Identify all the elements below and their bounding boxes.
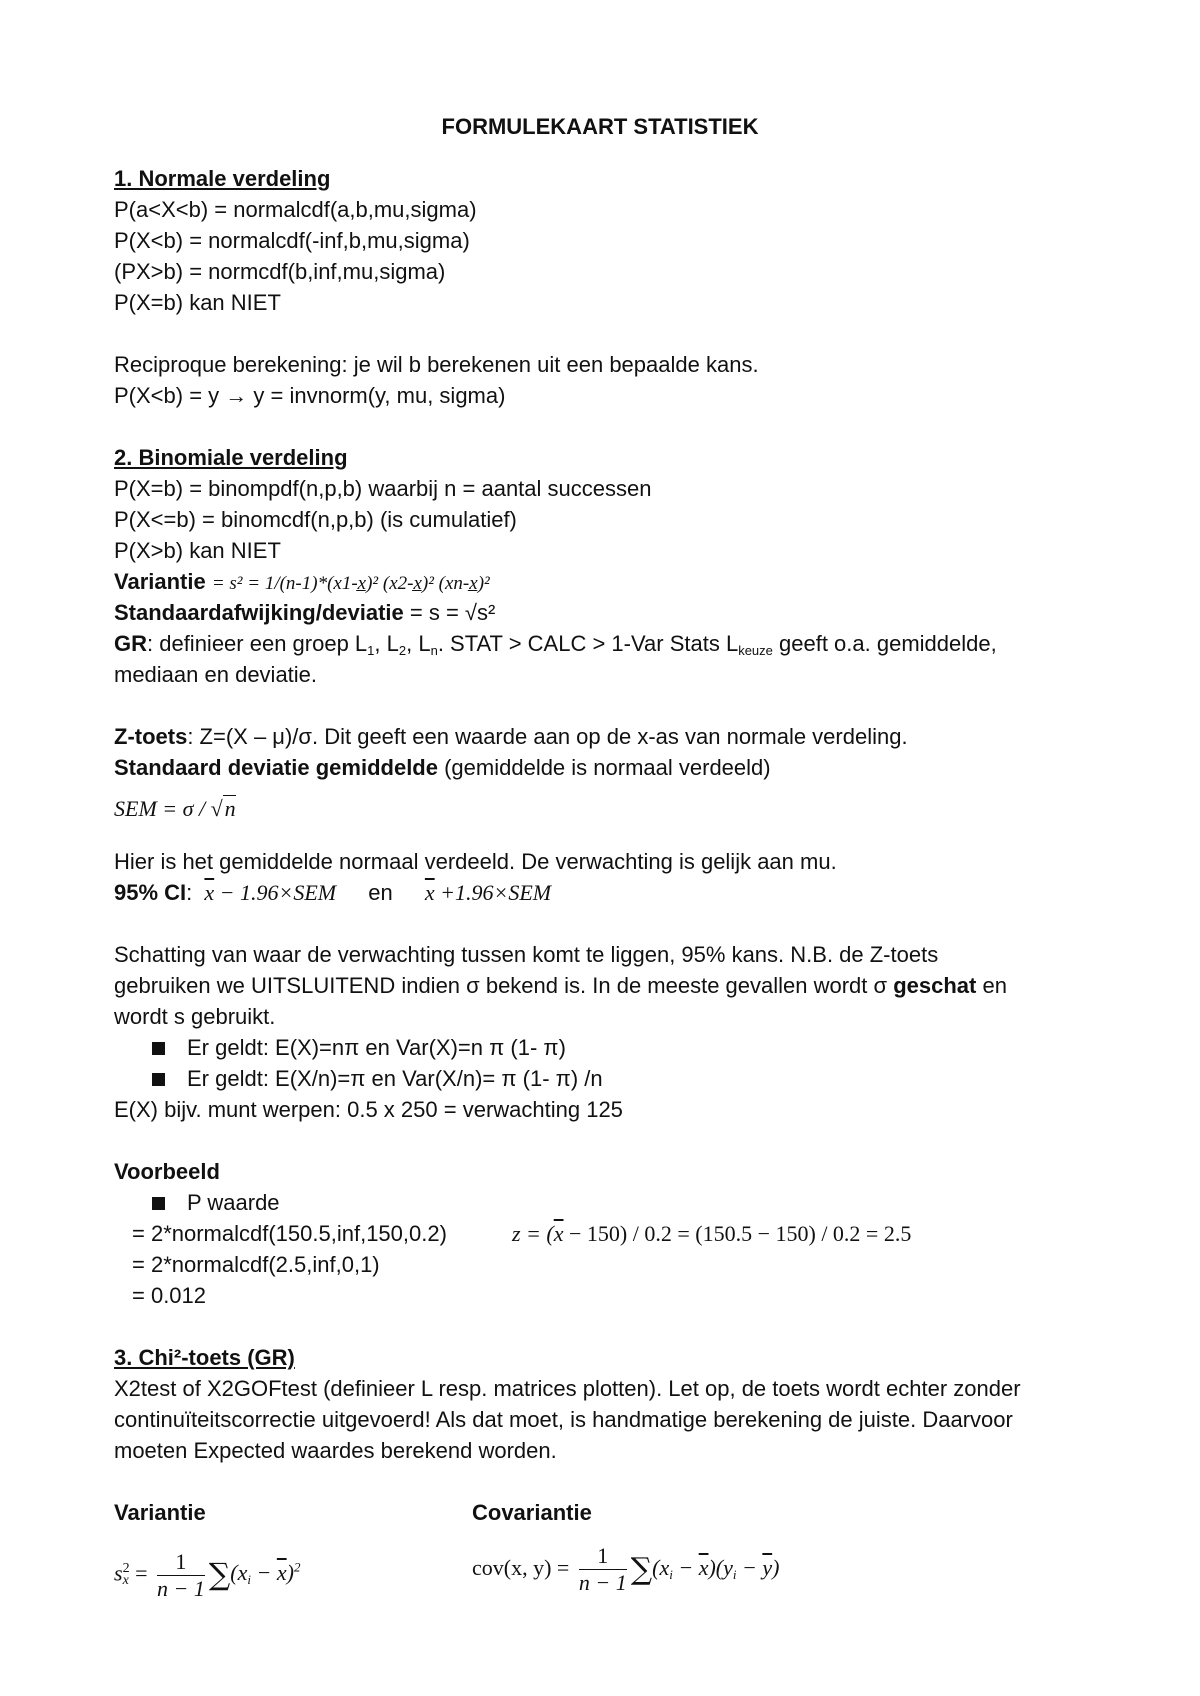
x-bar: $\overline{x}$ bbox=[553, 1221, 564, 1246]
superscript: 2 bbox=[293, 1560, 301, 1575]
reciproque-text: Reciproque berekening: je wil b berekenen uit een bepaalde kans. bbox=[114, 352, 759, 377]
subscript: 1 bbox=[367, 643, 375, 658]
x-bar: $\overline{x}$ bbox=[424, 880, 435, 905]
bullet-text: Er geldt: E(X)=nπ en Var(X)=n π (1- π) bbox=[187, 1035, 566, 1060]
x-bar: $\overline{x}$ bbox=[204, 880, 215, 905]
subscript: x bbox=[122, 1573, 129, 1589]
cov-body: ) bbox=[772, 1555, 780, 1580]
gr-line-2: mediaan en deviatie. bbox=[114, 662, 318, 687]
chi-line: continuïteitscorrectie uitgevoerd! Als dat moet, is handmatige berekening de juiste. Daarvoor bbox=[114, 1407, 1013, 1432]
schatting-line-3: wordt s gebruikt. bbox=[114, 1004, 276, 1029]
equals: = bbox=[135, 1560, 148, 1586]
var-body: (x bbox=[230, 1560, 248, 1586]
voorbeeld-heading: Voorbeeld bbox=[114, 1159, 220, 1184]
variantie-line bbox=[114, 567, 490, 599]
formula-line: P(X=b) kan NIET bbox=[114, 290, 281, 315]
invnorm-left: P(X<b) = y bbox=[114, 383, 220, 408]
page-title: FORMULEKAART STATISTIEK bbox=[441, 114, 759, 139]
ci-left: − 1.96×SEM bbox=[214, 880, 337, 905]
cov-body: (x bbox=[652, 1555, 670, 1580]
ztoets-label: Z-toets bbox=[114, 724, 188, 749]
std-label: Standaardafwijking/deviatie bbox=[114, 600, 404, 625]
voorbeeld-line-2: = 2*normalcdf(2.5,inf,0,1) bbox=[132, 1252, 380, 1277]
gr-text: , L bbox=[406, 631, 431, 656]
bullet-square-icon bbox=[152, 1197, 165, 1210]
formula-line: P(X>b) kan NIET bbox=[114, 538, 281, 563]
voorbeeld-line-1: = 2*normalcdf(150.5,inf,150,0.2) bbox=[132, 1221, 447, 1246]
chi-line: moeten Expected waardes berekend worden. bbox=[114, 1438, 557, 1463]
chi-line: X2test of X2GOFtest (definieer L resp. matrices plotten). Let op, de toets wordt echter zonder bbox=[114, 1376, 1021, 1401]
bullet-square-icon bbox=[152, 1073, 165, 1086]
formula-line: P(a<X<b) = normalcdf(a,b,mu,sigma) bbox=[114, 197, 477, 222]
schat-bold: geschat bbox=[893, 973, 977, 998]
bullet-text: P waarde bbox=[187, 1190, 280, 1215]
subscript: keuze bbox=[738, 643, 773, 658]
superscript: 2 bbox=[122, 1561, 130, 1577]
ci-line bbox=[114, 878, 551, 908]
variantie-formula: = s² = 1/(n-1)*(x1-x̲)² (x2-x̲)² (xn-x̲)² bbox=[211, 573, 490, 594]
std-line bbox=[114, 598, 495, 628]
variantie-heading: Variantie bbox=[114, 1500, 206, 1525]
arrow-right-icon: → bbox=[225, 383, 248, 408]
subscript: n bbox=[430, 643, 438, 658]
frac-num: 1 bbox=[157, 1549, 205, 1576]
sem-label: Standaard deviatie gemiddelde bbox=[114, 755, 438, 780]
subscript: i bbox=[247, 1572, 251, 1588]
voorbeeld-z-formula bbox=[512, 1219, 911, 1249]
std-formula: = s = √s² bbox=[409, 600, 496, 625]
ci-colon: : bbox=[186, 880, 193, 905]
x-bar: $\overline{x}$ bbox=[698, 1555, 709, 1580]
invnorm-line bbox=[114, 381, 505, 411]
gr-text: , L bbox=[374, 631, 399, 656]
sem-formula-lhs: SEM = σ / bbox=[114, 796, 211, 821]
section-chi-heading: 3. Chi²-toets (GR) bbox=[114, 1345, 295, 1370]
equals: = bbox=[556, 1555, 570, 1580]
var-body: ) bbox=[286, 1560, 294, 1586]
ci-label: 95% CI bbox=[114, 880, 187, 905]
ztoets-text: : Z=(X – μ)/σ. Dit geeft een waarde aan op de x-as van normale verdeling. bbox=[187, 724, 908, 749]
subscript: i bbox=[669, 1567, 673, 1582]
section-binomiale-heading: 2. Binomiale verdeling bbox=[114, 445, 348, 470]
example-text: E(X) bijv. munt werpen: 0.5 x 250 = verwachting 125 bbox=[114, 1097, 623, 1122]
x-bar: $\overline{x}$ bbox=[276, 1560, 287, 1586]
frac-den: n − 1 bbox=[578, 1570, 627, 1596]
section-normale-heading: 1. Normale verdeling bbox=[114, 166, 331, 191]
sem-text: (gemiddelde is normaal verdeeld) bbox=[437, 755, 771, 780]
frac-den: n − 1 bbox=[156, 1575, 205, 1601]
subscript: i bbox=[732, 1567, 737, 1582]
sem-formula-root: n bbox=[224, 796, 236, 821]
sem-heading-line bbox=[114, 753, 771, 783]
gr-text: . STAT > CALC > 1-Var Stats L bbox=[437, 631, 739, 656]
cov-lhs: cov(x, y) bbox=[472, 1555, 552, 1580]
schatting-line-1: Schatting van waar de verwachting tussen komt te liggen, 95% kans. N.B. de Z-toets bbox=[114, 942, 939, 967]
formula-line: P(X=b) = binompdf(n,p,b) waarbij n = aantal successen bbox=[114, 476, 652, 501]
covariantie-heading: Covariantie bbox=[472, 1500, 592, 1525]
gr-text: geeft o.a. gemiddelde, bbox=[772, 631, 997, 656]
covariance-formula bbox=[472, 1538, 779, 1605]
ci-en: en bbox=[368, 880, 393, 905]
bullet-text: Er geldt: E(X/n)=π en Var(X/n)= π (1- π) /n bbox=[187, 1066, 603, 1091]
invnorm-right: y = invnorm(y, mu, sigma) bbox=[253, 383, 506, 408]
var-body: − bbox=[250, 1560, 277, 1586]
schat-text: gebruiken we UITSLUITEND indien σ bekend is. In de meeste gevallen wordt σ bbox=[114, 973, 894, 998]
frac-num: 1 bbox=[579, 1543, 627, 1570]
gr-label: GR bbox=[114, 631, 147, 656]
cov-body: − bbox=[672, 1555, 699, 1580]
z-math: z = ( bbox=[512, 1221, 554, 1246]
schat-text: en bbox=[976, 973, 1007, 998]
subscript: 2 bbox=[398, 643, 407, 658]
voorbeeld-line-3: = 0.012 bbox=[132, 1283, 207, 1308]
variance-formula bbox=[114, 1538, 300, 1610]
variantie-label: Variantie bbox=[114, 569, 206, 594]
y-bar: $\overline{y}$ bbox=[762, 1555, 773, 1580]
schatting-line-2 bbox=[114, 971, 1007, 1001]
gr-text: : definieer een groep L bbox=[147, 631, 368, 656]
cov-body: )(y bbox=[708, 1555, 733, 1580]
formula-line: (PX>b) = normcdf(b,inf,mu,sigma) bbox=[114, 259, 446, 284]
formula-line: P(X<=b) = binomcdf(n,p,b) (is cumulatief) bbox=[114, 507, 517, 532]
sum-icon: ∑ bbox=[208, 1557, 231, 1593]
ztoets-line bbox=[114, 722, 908, 752]
var-lhs: s bbox=[114, 1560, 123, 1586]
formula-line: P(X<b) = normalcdf(-inf,b,mu,sigma) bbox=[114, 228, 470, 253]
sum-icon: ∑ bbox=[630, 1551, 653, 1587]
hier-text: Hier is het gemiddelde normaal verdeeld. De verwachting is gelijk aan mu. bbox=[114, 849, 837, 874]
ci-right: +1.96×SEM bbox=[434, 880, 552, 905]
cov-body: − bbox=[736, 1555, 763, 1580]
z-math: − 150) / 0.2 = (150.5 − 150) / 0.2 = 2.5 bbox=[563, 1221, 912, 1246]
bullet-square-icon bbox=[152, 1042, 165, 1055]
sem-formula: SEM = σ / √n bbox=[114, 796, 236, 821]
